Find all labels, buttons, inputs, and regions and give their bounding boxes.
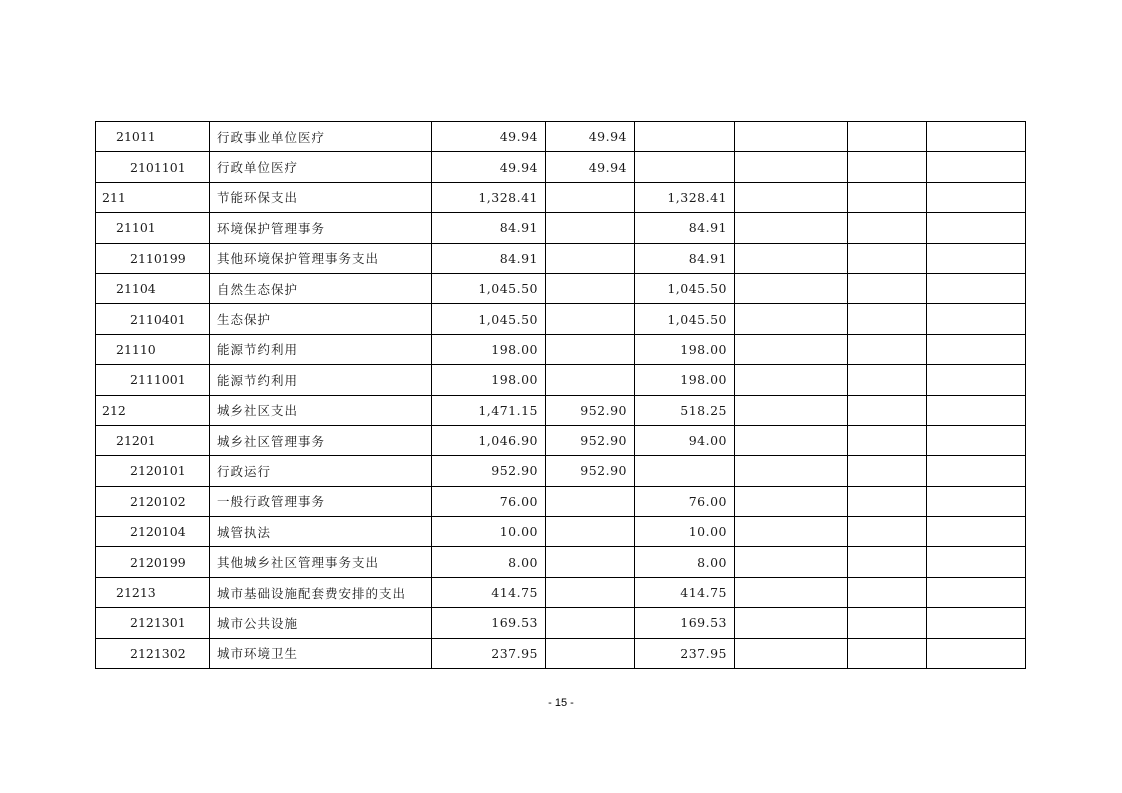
cell-basic-expenditure: [546, 638, 635, 668]
cell-empty: [848, 638, 927, 668]
cell-function-code: 2101101: [96, 152, 210, 182]
cell-basic-expenditure: 952.90: [546, 395, 635, 425]
page-number: - 15 -: [548, 697, 574, 709]
cell-basic-expenditure: [546, 577, 635, 607]
cell-function-name: 生态保护: [210, 304, 432, 334]
cell-function-code: 2120101: [96, 456, 210, 486]
cell-empty: [927, 608, 1026, 638]
cell-empty: [927, 638, 1026, 668]
cell-empty: [927, 395, 1026, 425]
cell-function-name: 其他城乡社区管理事务支出: [210, 547, 432, 577]
cell-function-code: 2110199: [96, 243, 210, 273]
cell-total: 49.94: [432, 122, 546, 152]
cell-empty: [927, 456, 1026, 486]
cell-empty: [735, 365, 848, 395]
cell-function-code: 2111001: [96, 365, 210, 395]
cell-empty: [848, 365, 927, 395]
cell-empty: [848, 577, 927, 607]
cell-total: 414.75: [432, 577, 546, 607]
cell-total: 10.00: [432, 517, 546, 547]
cell-empty: [927, 152, 1026, 182]
cell-empty: [848, 456, 927, 486]
cell-project-expenditure: [635, 152, 735, 182]
cell-function-code: 21110: [96, 334, 210, 364]
cell-total: 1,045.50: [432, 273, 546, 303]
cell-basic-expenditure: [546, 608, 635, 638]
cell-total: 1,328.41: [432, 182, 546, 212]
cell-empty: [848, 486, 927, 516]
cell-total: 198.00: [432, 334, 546, 364]
cell-empty: [848, 152, 927, 182]
cell-project-expenditure: 237.95: [635, 638, 735, 668]
cell-empty: [927, 213, 1026, 243]
cell-empty: [927, 517, 1026, 547]
cell-empty: [848, 608, 927, 638]
cell-basic-expenditure: [546, 213, 635, 243]
cell-total: 1,471.15: [432, 395, 546, 425]
cell-empty: [927, 273, 1026, 303]
cell-function-name: 节能环保支出: [210, 182, 432, 212]
cell-project-expenditure: [635, 456, 735, 486]
cell-project-expenditure: 84.91: [635, 213, 735, 243]
cell-basic-expenditure: 952.90: [546, 425, 635, 455]
cell-function-name: 能源节约利用: [210, 334, 432, 364]
cell-project-expenditure: 198.00: [635, 334, 735, 364]
cell-basic-expenditure: [546, 273, 635, 303]
table-body: [96, 122, 1026, 669]
cell-project-expenditure: 1,045.50: [635, 304, 735, 334]
cell-empty: [735, 304, 848, 334]
cell-function-code: 21011: [96, 122, 210, 152]
table-row: [96, 547, 1026, 577]
cell-empty: [735, 547, 848, 577]
cell-empty: [735, 517, 848, 547]
cell-empty: [848, 243, 927, 273]
cell-empty: [848, 273, 927, 303]
cell-empty: [927, 334, 1026, 364]
cell-empty: [848, 425, 927, 455]
cell-empty: [735, 152, 848, 182]
cell-total: 237.95: [432, 638, 546, 668]
cell-empty: [735, 608, 848, 638]
cell-basic-expenditure: [546, 486, 635, 516]
cell-total: 198.00: [432, 365, 546, 395]
cell-total: 952.90: [432, 456, 546, 486]
cell-function-code: 2120199: [96, 547, 210, 577]
cell-function-name: 行政运行: [210, 456, 432, 486]
cell-empty: [735, 182, 848, 212]
cell-total: 49.94: [432, 152, 546, 182]
cell-basic-expenditure: [546, 517, 635, 547]
cell-project-expenditure: 76.00: [635, 486, 735, 516]
cell-total: 84.91: [432, 243, 546, 273]
cell-function-code: 2120104: [96, 517, 210, 547]
cell-empty: [927, 243, 1026, 273]
cell-function-name: 自然生态保护: [210, 273, 432, 303]
cell-function-name: 城市公共设施: [210, 608, 432, 638]
cell-empty: [735, 122, 848, 152]
cell-basic-expenditure: 952.90: [546, 456, 635, 486]
cell-total: 8.00: [432, 547, 546, 577]
table-row: [96, 122, 1026, 152]
cell-empty: [927, 425, 1026, 455]
cell-basic-expenditure: [546, 547, 635, 577]
cell-basic-expenditure: 49.94: [546, 152, 635, 182]
table-row: [96, 152, 1026, 182]
table-row: [96, 213, 1026, 243]
table-row: [96, 456, 1026, 486]
cell-empty: [927, 304, 1026, 334]
table-row: [96, 517, 1026, 547]
cell-empty: [848, 334, 927, 364]
table-row: [96, 273, 1026, 303]
cell-basic-expenditure: [546, 182, 635, 212]
cell-function-name: 城市环境卫生: [210, 638, 432, 668]
cell-project-expenditure: 10.00: [635, 517, 735, 547]
cell-empty: [927, 547, 1026, 577]
cell-function-code: 2110401: [96, 304, 210, 334]
cell-empty: [848, 182, 927, 212]
table-row: [96, 577, 1026, 607]
cell-function-code: 2120102: [96, 486, 210, 516]
cell-function-name: 行政事业单位医疗: [210, 122, 432, 152]
cell-project-expenditure: 94.00: [635, 425, 735, 455]
cell-function-name: 行政单位医疗: [210, 152, 432, 182]
cell-total: 1,045.50: [432, 304, 546, 334]
cell-function-name: 城乡社区管理事务: [210, 425, 432, 455]
cell-project-expenditure: 84.91: [635, 243, 735, 273]
cell-function-code: 21104: [96, 273, 210, 303]
cell-empty: [735, 395, 848, 425]
cell-project-expenditure: 1,045.50: [635, 273, 735, 303]
cell-function-name: 能源节约利用: [210, 365, 432, 395]
cell-basic-expenditure: 49.94: [546, 122, 635, 152]
cell-function-code: 211: [96, 182, 210, 212]
cell-project-expenditure: [635, 122, 735, 152]
cell-empty: [735, 273, 848, 303]
cell-empty: [848, 395, 927, 425]
cell-empty: [735, 334, 848, 364]
cell-function-code: 2121302: [96, 638, 210, 668]
cell-project-expenditure: 169.53: [635, 608, 735, 638]
cell-empty: [927, 182, 1026, 212]
cell-function-name: 城管执法: [210, 517, 432, 547]
table-row: [96, 486, 1026, 516]
cell-function-name: 其他环境保护管理事务支出: [210, 243, 432, 273]
table-row: [96, 395, 1026, 425]
cell-empty: [848, 213, 927, 243]
cell-function-code: 21213: [96, 577, 210, 607]
cell-function-name: 城乡社区支出: [210, 395, 432, 425]
cell-project-expenditure: 8.00: [635, 547, 735, 577]
table-row: [96, 334, 1026, 364]
cell-empty: [848, 304, 927, 334]
cell-empty: [735, 425, 848, 455]
cell-project-expenditure: 414.75: [635, 577, 735, 607]
cell-total: 169.53: [432, 608, 546, 638]
cell-empty: [735, 486, 848, 516]
cell-function-code: 212: [96, 395, 210, 425]
cell-function-name: 城市基础设施配套费安排的支出: [210, 577, 432, 607]
table-row: [96, 365, 1026, 395]
table-row: [96, 425, 1026, 455]
cell-empty: [927, 577, 1026, 607]
cell-function-code: 21101: [96, 213, 210, 243]
cell-empty: [848, 547, 927, 577]
cell-project-expenditure: 1,328.41: [635, 182, 735, 212]
cell-basic-expenditure: [546, 334, 635, 364]
table-row: [96, 608, 1026, 638]
cell-empty: [735, 213, 848, 243]
budget-table: [95, 121, 1026, 669]
cell-function-code: 21201: [96, 425, 210, 455]
cell-basic-expenditure: [546, 243, 635, 273]
cell-function-code: 2121301: [96, 608, 210, 638]
cell-empty: [735, 577, 848, 607]
table-row: [96, 304, 1026, 334]
cell-empty: [927, 122, 1026, 152]
table-row: [96, 638, 1026, 668]
cell-empty: [735, 456, 848, 486]
cell-empty: [735, 243, 848, 273]
cell-empty: [927, 486, 1026, 516]
cell-basic-expenditure: [546, 365, 635, 395]
cell-function-name: 环境保护管理事务: [210, 213, 432, 243]
cell-total: 84.91: [432, 213, 546, 243]
cell-project-expenditure: 518.25: [635, 395, 735, 425]
cell-basic-expenditure: [546, 304, 635, 334]
cell-empty: [927, 365, 1026, 395]
cell-total: 76.00: [432, 486, 546, 516]
cell-empty: [848, 122, 927, 152]
cell-total: 1,046.90: [432, 425, 546, 455]
table-row: [96, 182, 1026, 212]
cell-empty: [735, 638, 848, 668]
table-row: [96, 243, 1026, 273]
cell-function-name: 一般行政管理事务: [210, 486, 432, 516]
cell-project-expenditure: 198.00: [635, 365, 735, 395]
cell-empty: [848, 517, 927, 547]
